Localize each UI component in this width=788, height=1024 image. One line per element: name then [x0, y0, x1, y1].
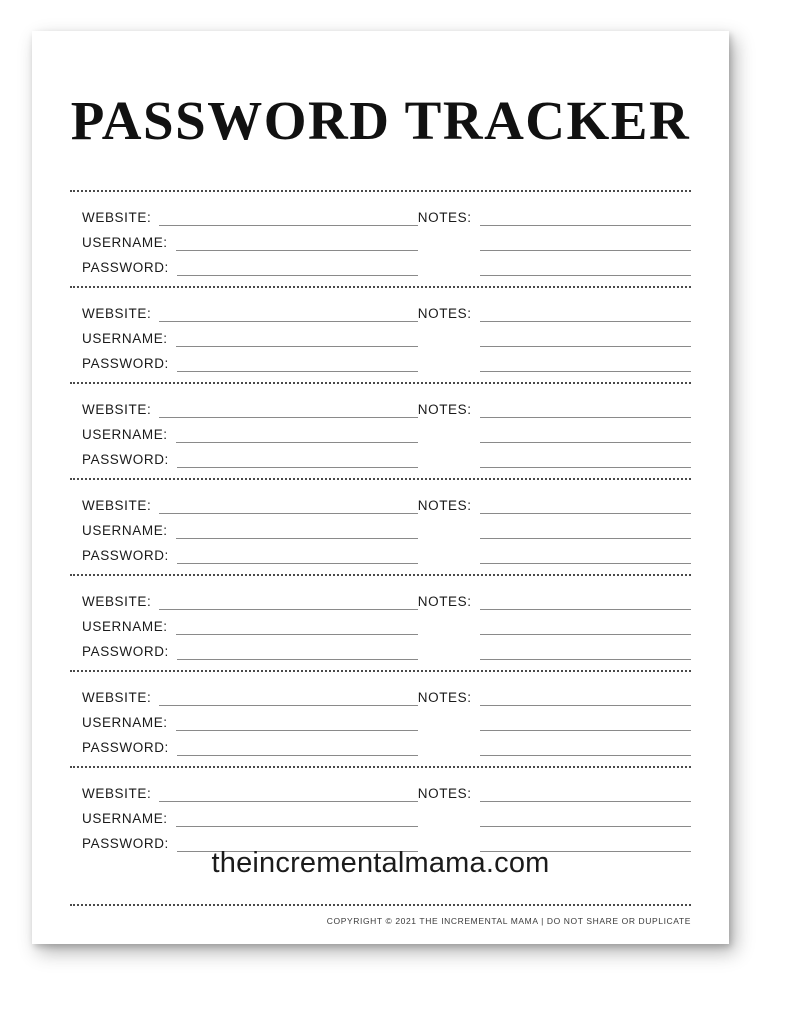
notes-label: NOTES: [417, 497, 472, 513]
username-field[interactable] [82, 706, 418, 731]
website-input-line[interactable] [159, 595, 417, 610]
entry-notes [418, 297, 691, 372]
entry-notes [418, 777, 691, 852]
password-field[interactable] [82, 347, 418, 372]
notes-field[interactable] [418, 201, 691, 226]
row-divider [70, 382, 691, 384]
username-input-line[interactable] [176, 620, 418, 635]
row-divider [70, 478, 691, 480]
password-label: PASSWORD: [82, 547, 169, 563]
password-label: PASSWORD: [82, 451, 169, 467]
website-field[interactable] [82, 393, 418, 418]
password-label: PASSWORD: [82, 355, 169, 371]
entry-credentials [70, 201, 418, 276]
row-divider [70, 574, 691, 576]
table-row [70, 192, 691, 286]
website-label: WEBSITE: [82, 401, 152, 417]
password-input-line[interactable] [177, 357, 418, 372]
table-row [70, 288, 691, 382]
username-label: USERNAME: [82, 234, 168, 250]
notes-input-line[interactable] [480, 787, 691, 802]
notes-field[interactable] [418, 489, 691, 514]
password-input-line[interactable] [177, 453, 418, 468]
notes-field[interactable] [418, 681, 691, 706]
notes-field[interactable] [418, 297, 691, 322]
notes-input-line[interactable] [480, 428, 691, 443]
notes-input-line[interactable] [480, 236, 691, 251]
username-field[interactable] [82, 418, 418, 443]
username-label: USERNAME: [82, 330, 168, 346]
table-row [70, 480, 691, 574]
username-input-line[interactable] [176, 716, 418, 731]
password-field[interactable] [82, 635, 418, 660]
row-divider [70, 670, 691, 672]
notes-field[interactable] [418, 443, 691, 468]
entry-credentials [70, 585, 418, 660]
website-label: WEBSITE: [82, 305, 152, 321]
notes-field[interactable] [418, 251, 691, 276]
website-label: WEBSITE: [82, 593, 152, 609]
entry-credentials [70, 681, 418, 756]
footer-divider [70, 904, 691, 906]
notes-field[interactable] [418, 706, 691, 731]
entry-credentials [70, 777, 418, 852]
website-input-line[interactable] [159, 787, 417, 802]
watermark: theincrementalmama.com [211, 847, 550, 879]
entry-notes [418, 393, 691, 468]
notes-input-line[interactable] [480, 307, 691, 322]
username-label: USERNAME: [82, 714, 168, 730]
password-input-line[interactable] [177, 645, 418, 660]
entry-notes [418, 681, 691, 756]
notes-input-line[interactable] [480, 357, 691, 372]
username-field[interactable] [82, 514, 418, 539]
notes-field[interactable] [418, 393, 691, 418]
notes-field[interactable] [418, 418, 691, 443]
entry-credentials [70, 393, 418, 468]
entries-list [70, 190, 691, 862]
entry-credentials [70, 297, 418, 372]
notes-input-line[interactable] [480, 645, 691, 660]
website-field[interactable] [82, 489, 418, 514]
notes-field[interactable] [418, 322, 691, 347]
username-label: USERNAME: [82, 426, 168, 442]
username-input-line[interactable] [176, 236, 418, 251]
website-input-line[interactable] [159, 691, 417, 706]
password-label: PASSWORD: [82, 643, 169, 659]
notes-input-line[interactable] [480, 741, 691, 756]
row-divider [70, 190, 691, 192]
row-divider [70, 766, 691, 768]
password-field[interactable] [82, 539, 418, 564]
username-label: USERNAME: [82, 810, 168, 826]
password-input-line[interactable] [177, 741, 418, 756]
username-input-line[interactable] [176, 812, 418, 827]
notes-input-line[interactable] [480, 211, 691, 226]
website-field[interactable] [82, 297, 418, 322]
website-label: WEBSITE: [82, 689, 152, 705]
notes-input-line[interactable] [480, 595, 691, 610]
username-field[interactable] [82, 802, 418, 827]
notes-input-line[interactable] [480, 403, 691, 418]
row-divider [70, 286, 691, 288]
copyright-footer: COPYRIGHT © 2021 THE INCREMENTAL MAMA | DO NOT SHARE OR DUPLICATE [326, 916, 691, 926]
notes-input-line[interactable] [480, 453, 691, 468]
username-field[interactable] [82, 610, 418, 635]
password-label: PASSWORD: [82, 259, 169, 275]
printable-sheet [32, 31, 729, 944]
entry-notes [418, 489, 691, 564]
password-label: PASSWORD: [82, 739, 169, 755]
password-label: PASSWORD: [82, 835, 169, 851]
sheet-content [32, 31, 729, 944]
website-label: WEBSITE: [82, 209, 152, 225]
notes-input-line[interactable] [480, 549, 691, 564]
table-row [70, 576, 691, 670]
notes-field[interactable] [418, 802, 691, 827]
username-input-line[interactable] [176, 524, 418, 539]
notes-input-line[interactable] [480, 499, 691, 514]
website-label: WEBSITE: [82, 785, 152, 801]
notes-label: NOTES: [417, 305, 472, 321]
password-input-line[interactable] [177, 549, 418, 564]
entry-notes [418, 585, 691, 660]
notes-label: NOTES: [417, 689, 472, 705]
notes-input-line[interactable] [480, 691, 691, 706]
notes-field[interactable] [418, 731, 691, 756]
website-input-line[interactable] [159, 403, 417, 418]
notes-label: NOTES: [417, 593, 472, 609]
username-input-line[interactable] [176, 332, 418, 347]
website-field[interactable] [82, 777, 418, 802]
table-row [70, 384, 691, 478]
username-field[interactable] [82, 322, 418, 347]
website-field[interactable] [82, 681, 418, 706]
notes-field[interactable] [418, 777, 691, 802]
website-input-line[interactable] [159, 211, 417, 226]
notes-input-line[interactable] [480, 261, 691, 276]
notes-label: NOTES: [417, 785, 472, 801]
notes-field[interactable] [418, 610, 691, 635]
password-field[interactable] [82, 443, 418, 468]
website-label: WEBSITE: [82, 497, 152, 513]
username-label: USERNAME: [82, 618, 168, 634]
notes-field[interactable] [418, 347, 691, 372]
notes-field[interactable] [418, 539, 691, 564]
notes-input-line[interactable] [480, 716, 691, 731]
notes-input-line[interactable] [480, 524, 691, 539]
notes-field[interactable] [418, 635, 691, 660]
page-title: PASSWORD TRACKER [70, 90, 691, 151]
notes-field[interactable] [418, 514, 691, 539]
notes-input-line[interactable] [480, 620, 691, 635]
notes-input-line[interactable] [480, 812, 691, 827]
website-field[interactable] [82, 585, 418, 610]
notes-field[interactable] [418, 585, 691, 610]
password-input-line[interactable] [177, 261, 418, 276]
notes-label: NOTES: [417, 209, 472, 225]
website-field[interactable] [82, 201, 418, 226]
entry-credentials [70, 489, 418, 564]
username-label: USERNAME: [82, 522, 168, 538]
notes-label: NOTES: [417, 401, 472, 417]
notes-field[interactable] [418, 226, 691, 251]
website-input-line[interactable] [159, 307, 417, 322]
table-row [70, 672, 691, 766]
website-input-line[interactable] [159, 499, 417, 514]
notes-input-line[interactable] [480, 332, 691, 347]
entry-notes [418, 201, 691, 276]
username-field[interactable] [82, 226, 418, 251]
password-field[interactable] [82, 731, 418, 756]
password-field[interactable] [82, 251, 418, 276]
username-input-line[interactable] [176, 428, 418, 443]
